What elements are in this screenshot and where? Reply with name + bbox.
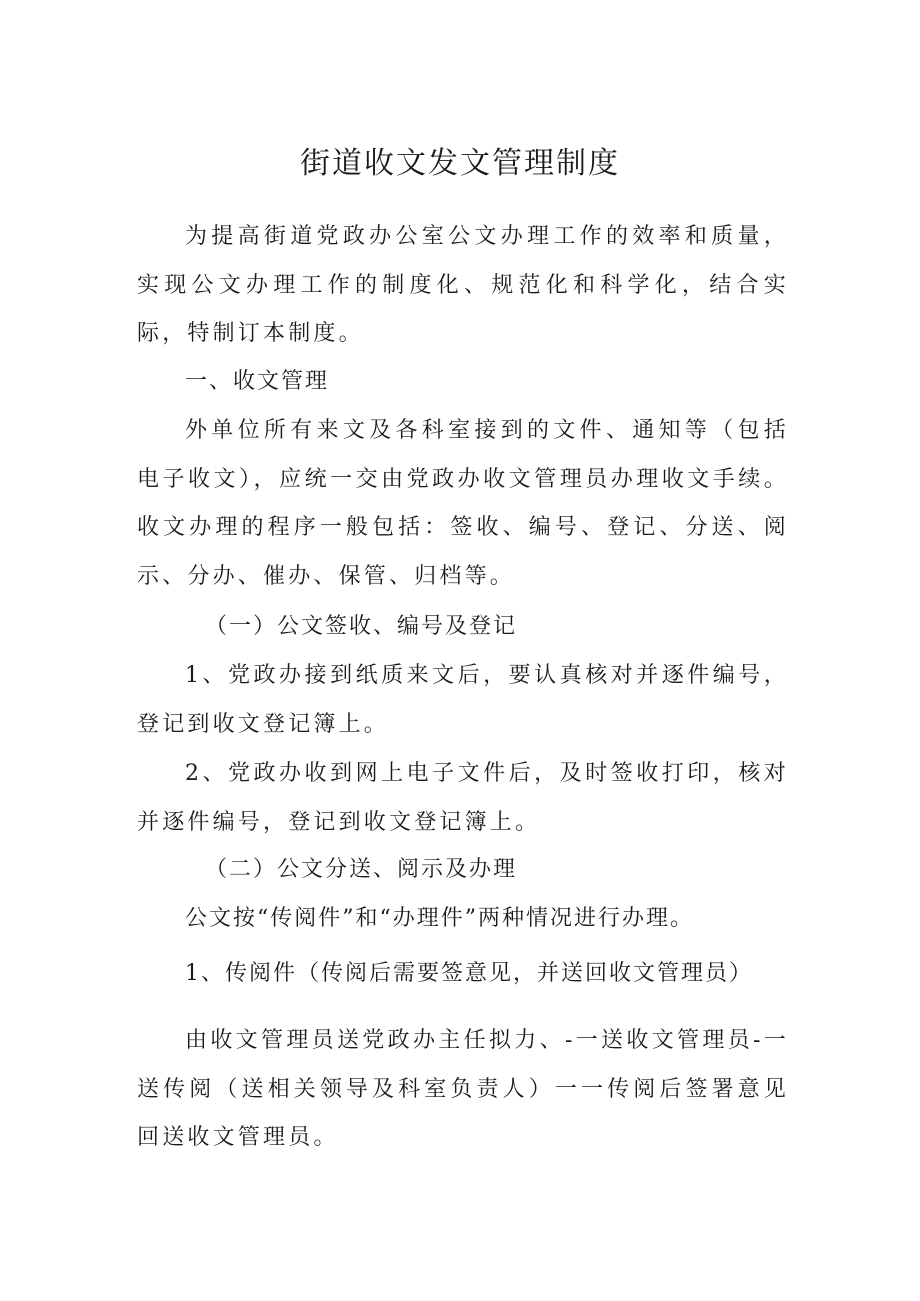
intro-paragraph: 为提高街道党政办公室公文办理工作的效率和质量，实现公文办理工作的制度化、规范化和科学化，结合实际，特制订本制度。 <box>137 224 789 346</box>
circulation-item-heading: 1、传阅件（传阅后需要签意见，并送回收文管理员） <box>185 961 753 986</box>
circulation-item-body: 由收文管理员送党政办主任拟力、-一送收文管理员-一送传阅（送相关领导及科室负责人）一一传阅后签署意见回送收文管理员。 <box>137 1028 789 1150</box>
paper-document-item: 1、党政办接到纸质来文后，要认真核对并逐件编号，登记到收文登记簿上。 <box>137 663 789 737</box>
electronic-document-item: 2、党政办收到网上电子文件后，及时签收打印，核对并逐件编号，登记到收文登记簿上。 <box>137 761 789 835</box>
distribution-intro: 公文按“传阅件”和“办理件”两种情况进行办理。 <box>185 906 694 931</box>
section-heading-receiving: 一、收文管理 <box>185 369 330 394</box>
section-receiving-body: 外单位所有来文及各科室接到的文件、通知等（包括电子收文），应统一交由党政办收文管理员办理收文手续。收文办理的程序一般包括：签收、编号、登记、分送、阅示、分办、催办、保管、归档等。 <box>137 418 789 589</box>
subsection-heading-sign-register: （一）公文签收、编号及登记 <box>205 614 518 639</box>
document-title: 街道收文发文管理制度 <box>300 146 620 181</box>
subsection-heading-distribution: （二）公文分送、阅示及办理 <box>205 857 518 882</box>
